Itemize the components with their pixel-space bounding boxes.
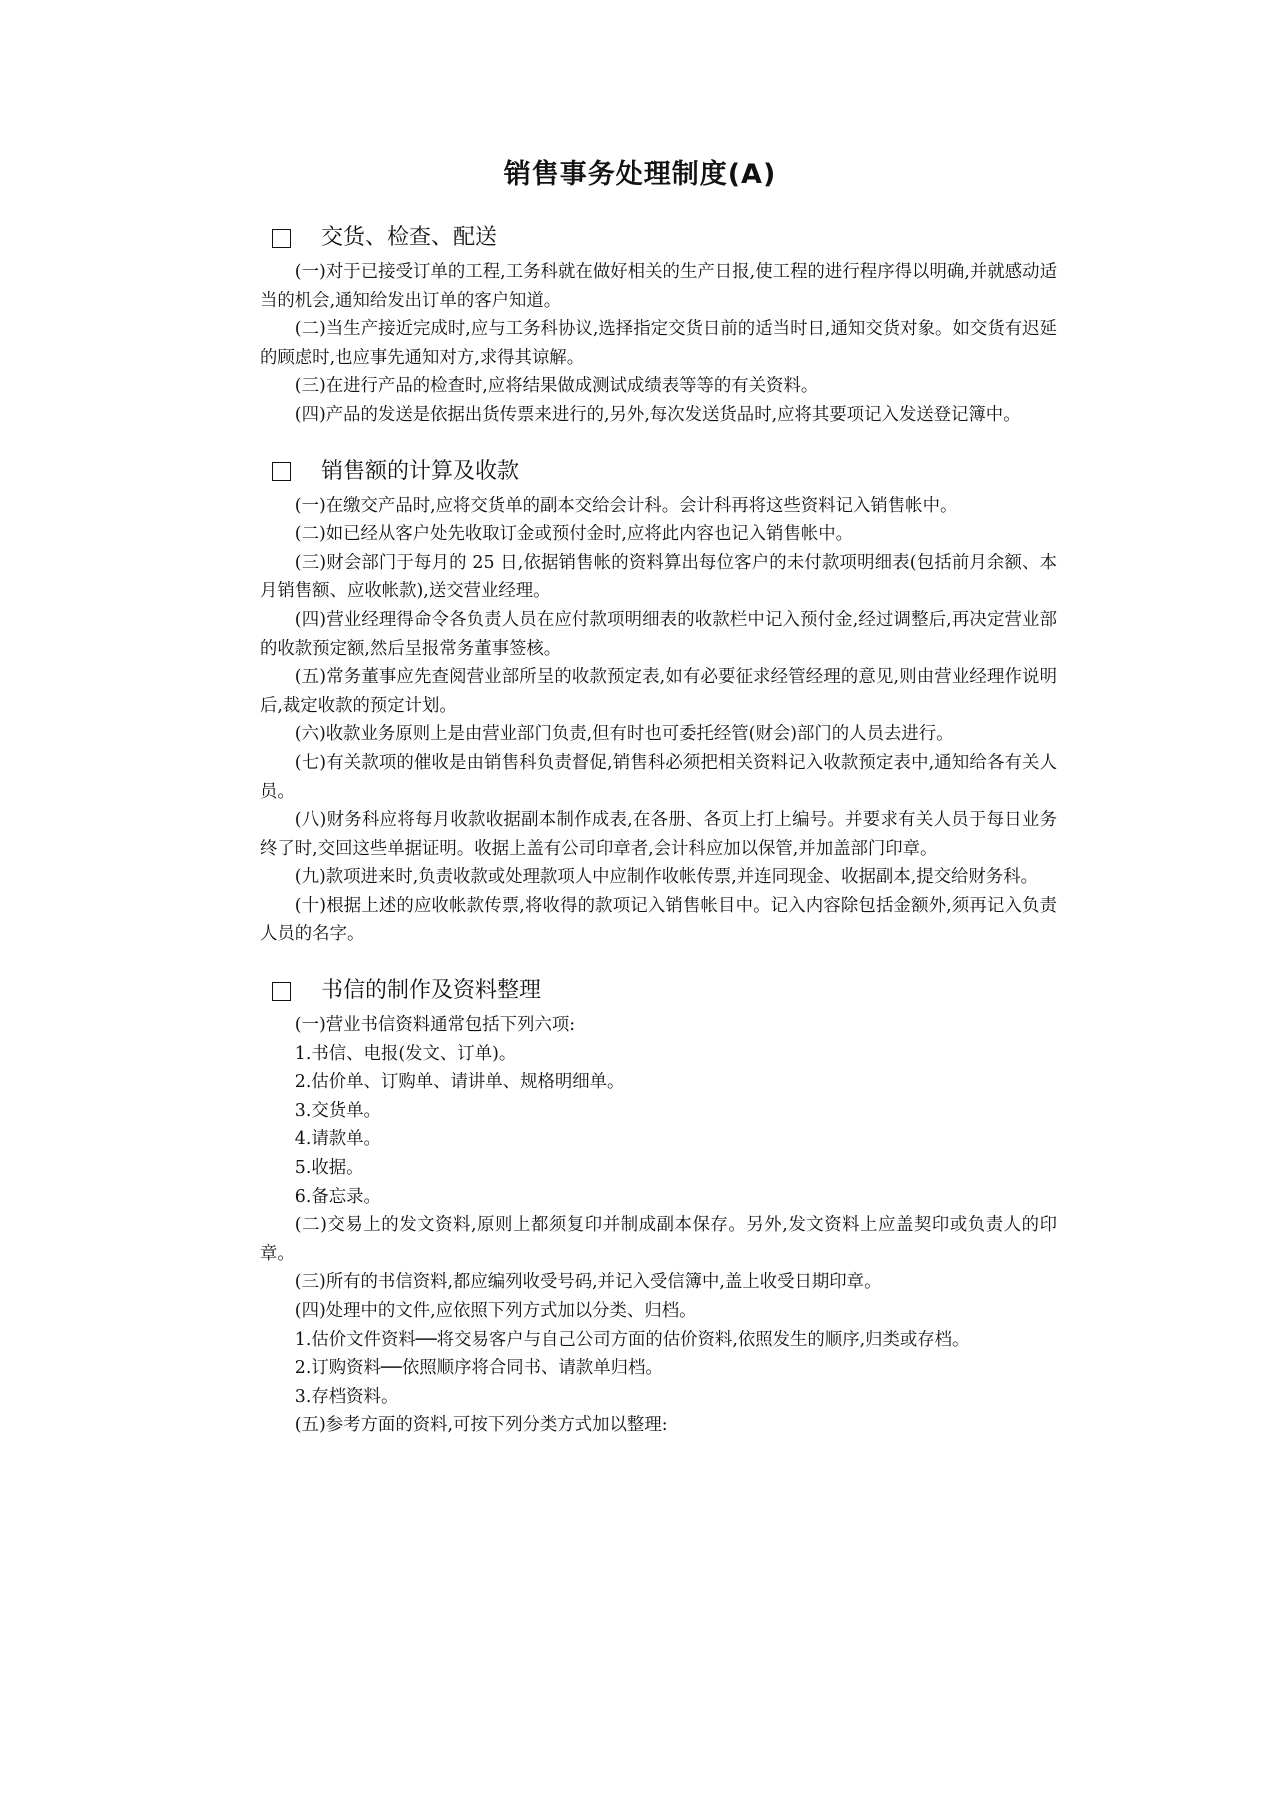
section-delivery-inspection	[260, 222, 1057, 430]
list-item: 3.存档资料。	[294, 1386, 399, 1407]
list-item: 6.备忘录。	[294, 1186, 381, 1207]
section-letters-records	[260, 975, 1057, 1440]
paragraph: (四)产品的发送是依据出货传票来进行的,另外,每次发送货品时,应将其要项记入发送登记簿中。	[294, 404, 1021, 425]
checkbox-square-icon	[272, 982, 291, 1001]
paragraph: (三)财会部门于每月的 25 日,依据销售帐的资料算出每位客户的未付款项明细表(包括前月余额、本月销售额、应收帐款),送交营业经理。	[260, 552, 1057, 602]
section-heading-text: 书信的制作及资料整理	[321, 978, 542, 1004]
paragraph: (三)所有的书信资料,都应编列收受号码,并记入受信簿中,盖上收受日期印章。	[294, 1272, 882, 1293]
checkbox-square-icon	[272, 229, 291, 248]
section-heading	[260, 456, 1057, 488]
list-item: 4.请款单。	[294, 1129, 381, 1150]
document-body	[260, 222, 1057, 1466]
section-heading-text: 销售额的计算及收款	[321, 458, 520, 484]
section-heading	[260, 222, 1057, 254]
list-item: 5.收据。	[294, 1158, 364, 1179]
paragraph: (一)在缴交产品时,应将交货单的副本交给会计科。会计科再将这些资料记入销售帐中。	[294, 495, 958, 516]
paragraph: (八)财务科应将每月收款收据副本制作成表,在各册、各页上打上编号。并要求有关人员于每日业务终了时,交回这些单据证明。收据上盖有公司印章者,会计科应加以保管,并加盖部门印章。	[260, 810, 1057, 859]
paragraph: (九)款项进来时,负责收款或处理款项人中应制作收帐传票,并连同现金、收据副本,提交给财务科。	[294, 867, 1038, 888]
paragraph: (五)常务董事应先查阅营业部所呈的收款预定表,如有必要征求经管经理的意见,则由营业经理作说明后,裁定收款的预定计划。	[260, 667, 1057, 716]
paragraph: (七)有关款项的催收是由销售科负责督促,销售科必须把相关资料记入收款预定表中,通知给各有关人员。	[260, 752, 1057, 802]
document-title: 销售事务处理制度(A)	[503, 159, 777, 190]
section-heading	[260, 975, 1057, 1007]
list-item: 2.订购资料──依照顺序将合同书、请款单归档。	[294, 1358, 663, 1379]
checkbox-square-icon	[272, 462, 291, 481]
paragraph: (二)如已经从客户处先收取订金或预付金时,应将此内容也记入销售帐中。	[294, 524, 854, 545]
paragraph: (一)对于已接受订单的工程,工务科就在做好相关的生产日报,使工程的进行程序得以明确,并就感动适当的机会,通知给发出订单的客户知道。	[260, 262, 1057, 311]
list-item: 2.估价单、订购单、请讲单、规格明细单。	[294, 1072, 625, 1093]
paragraph: (十)根据上述的应收帐款传票,将收得的款项记入销售帐目中。记入内容除包括金额外,须再记入负责人员的名字。	[260, 895, 1057, 945]
paragraph: (一)营业书信资料通常包括下列六项:	[294, 1015, 576, 1036]
paragraph: (五)参考方面的资料,可按下列分类方式加以整理:	[294, 1415, 668, 1436]
section-sales-collection	[260, 456, 1057, 950]
list-item: 3.交货单。	[294, 1100, 381, 1121]
paragraph: (四)营业经理得命令各负责人员在应付款项明细表的收款栏中记入预付金,经过调整后,再决定营业部的收款预定额,然后呈报常务董事签核。	[260, 609, 1057, 659]
paragraph: (六)收款业务原则上是由营业部门负责,但有时也可委托经管(财会)部门的人员去进行。	[294, 724, 954, 745]
paragraph: (三)在进行产品的检查时,应将结果做成测试成绩表等等的有关资料。	[294, 376, 819, 397]
list-item: 1.书信、电报(发文、订单)。	[294, 1043, 517, 1064]
section-heading-text: 交货、检查、配送	[321, 225, 498, 250]
paragraph: (四)处理中的文件,应依照下列方式加以分类、归档。	[294, 1301, 697, 1321]
paragraph: (二)当生产接近完成时,应与工务科协议,选择指定交货日前的适当时日,通知交货对象。如交货有迟延的顾虑时,也应事先通知对方,求得其谅解。	[260, 319, 1057, 368]
paragraph: (二)交易上的发文资料,原则上都须复印并制成副本保存。另外,发文资料上应盖契印或负责人的印章。	[260, 1215, 1057, 1264]
list-item: 1.估价文件资料──将交易客户与自己公司方面的估价资料,依照发生的顺序,归类或存档。	[294, 1329, 970, 1350]
